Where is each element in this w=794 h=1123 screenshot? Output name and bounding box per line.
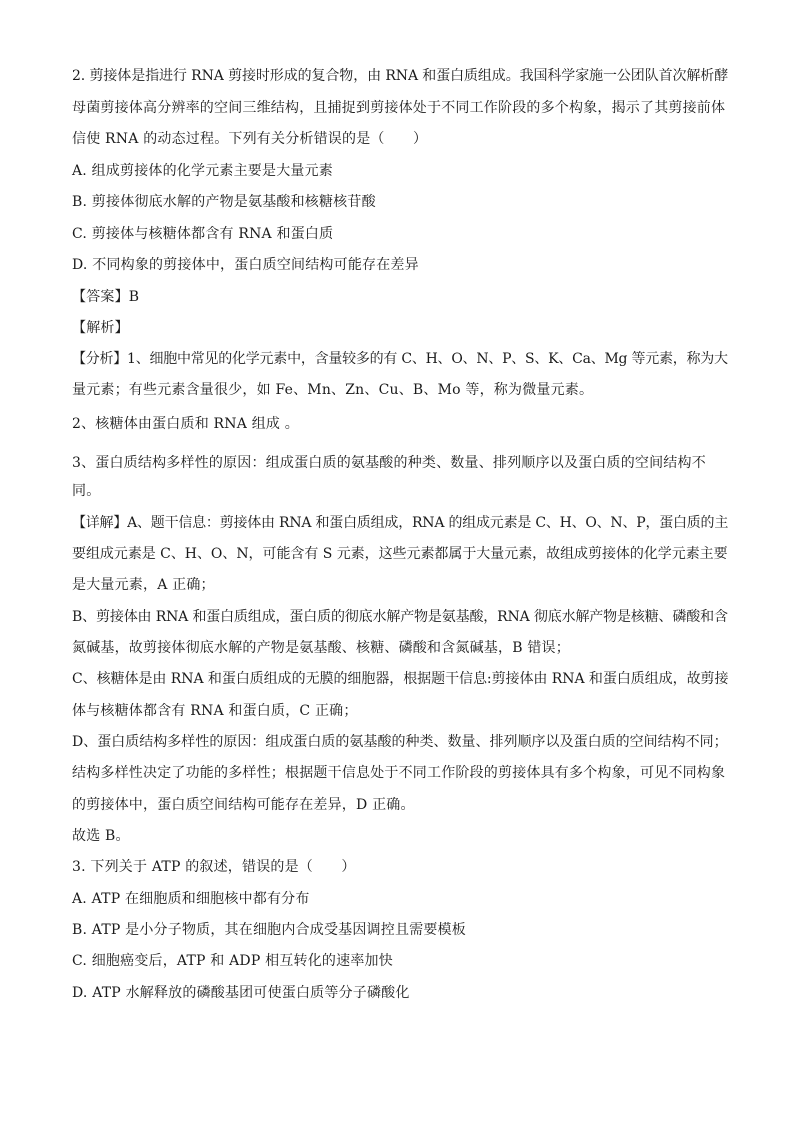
- analysis-point-3-line1: 3、蛋白质结构多样性的原因：组成蛋白质的氨基酸的种类、数量、排列顺序以及蛋白质的空间结构不: [72, 455, 706, 471]
- question2-option-a: A. 组成剪接体的化学元素主要是大量元素: [72, 163, 334, 179]
- fenxi-line1: 【分析】1、细胞中常见的化学元素中，含量较多的有 C、H、O、N、P、S、K、Ca、Mg 等元素，称为大: [72, 351, 728, 367]
- question3-option-c: C. 细胞癌变后，ATP 和 ADP 相互转化的速率加快: [72, 953, 393, 969]
- question2-stem-line2: 母菌剪接体高分辨率的空间三维结构，且捕捉到剪接体处于不同工作阶段的多个构象，揭示了其剪接前体: [72, 100, 726, 116]
- question2-stem-line3: 信使 RNA 的动态过程。下列有关分析错误的是（ ）: [72, 131, 428, 147]
- question3-option-d: D. ATP 水解释放的磷酸基团可使蛋白质等分子磷酸化: [72, 985, 410, 1001]
- question2-stem-line1: 2. 剪接体是指进行 RNA 剪接时形成的复合物，由 RNA 和蛋白质组成。我国科学家施一公团队首次解析酵: [72, 68, 729, 84]
- explanation-d-line3: 的剪接体中，蛋白质空间结构可能存在差异，D 正确。: [72, 797, 415, 813]
- xiangjie-line2: 要组成元素是 C、H、O、N，可能含有 S 元素，这些元素都属于大量元素，故组成剪接体的化学元素主要: [72, 546, 728, 562]
- analysis-point-3-line2: 同。: [72, 483, 101, 499]
- analysis-label: 【解析】: [72, 320, 129, 336]
- explanation-c-line2: 体与核糖体都含有 RNA 和蛋白质，C 正确；: [72, 703, 358, 719]
- xiangjie-line3: 是大量元素，A 正确；: [72, 577, 215, 593]
- explanation-d-line2: 结构多样性决定了功能的多样性；根据题干信息处于不同工作阶段的剪接体具有多个构象，可见不同构象: [72, 765, 726, 781]
- question3-option-a: A. ATP 在细胞质和细胞核中都有分布: [72, 891, 310, 907]
- answer-label: 【答案】B: [72, 289, 140, 305]
- question2-option-d: D. 不同构象的剪接体中，蛋白质空间结构可能存在差异: [72, 257, 419, 273]
- explanation-d-line1: D、蛋白质结构多样性的原因：组成蛋白质的氨基酸的种类、数量、排列顺序以及蛋白质的空间结构不同；: [72, 734, 728, 750]
- conclusion: 故选 B。: [72, 828, 130, 844]
- explanation-b-line1: B、剪接体由 RNA 和蛋白质组成，蛋白质的彻底水解产物是氨基酸，RNA 彻底水解产物是核糖、磷酸和含: [72, 609, 728, 625]
- question3-stem: 3. 下列关于 ATP 的叙述，错误的是（ ）: [72, 859, 356, 875]
- explanation-b-line2: 氮碱基，故剪接体彻底水解的产物是氨基酸、核糖、磷酸和含氮碱基，B 错误；: [72, 640, 570, 656]
- question2-option-b: B. 剪接体彻底水解的产物是氨基酸和核糖核苷酸: [72, 194, 376, 210]
- xiangjie-line1: 【详解】A、题干信息：剪接体由 RNA 和蛋白质组成，RNA 的组成元素是 C、H、O、N、P，蛋白质的主: [72, 515, 729, 531]
- fenxi-line2: 量元素；有些元素含量很少，如 Fe、Mn、Zn、Cu、B、Mo 等，称为微量元素。: [72, 382, 594, 398]
- question2-option-c: C. 剪接体与核糖体都含有 RNA 和蛋白质: [72, 226, 334, 242]
- question3-option-b: B. ATP 是小分子物质，其在细胞内合成受基因调控且需要模板: [72, 922, 466, 938]
- explanation-c-line1: C、核糖体是由 RNA 和蛋白质组成的无膜的细胞器，根据题干信息:剪接体由 RNA 和蛋白质组成，故剪接: [72, 671, 729, 687]
- analysis-point-2: 2、核糖体由蛋白质和 RNA 组成 。: [72, 416, 299, 432]
